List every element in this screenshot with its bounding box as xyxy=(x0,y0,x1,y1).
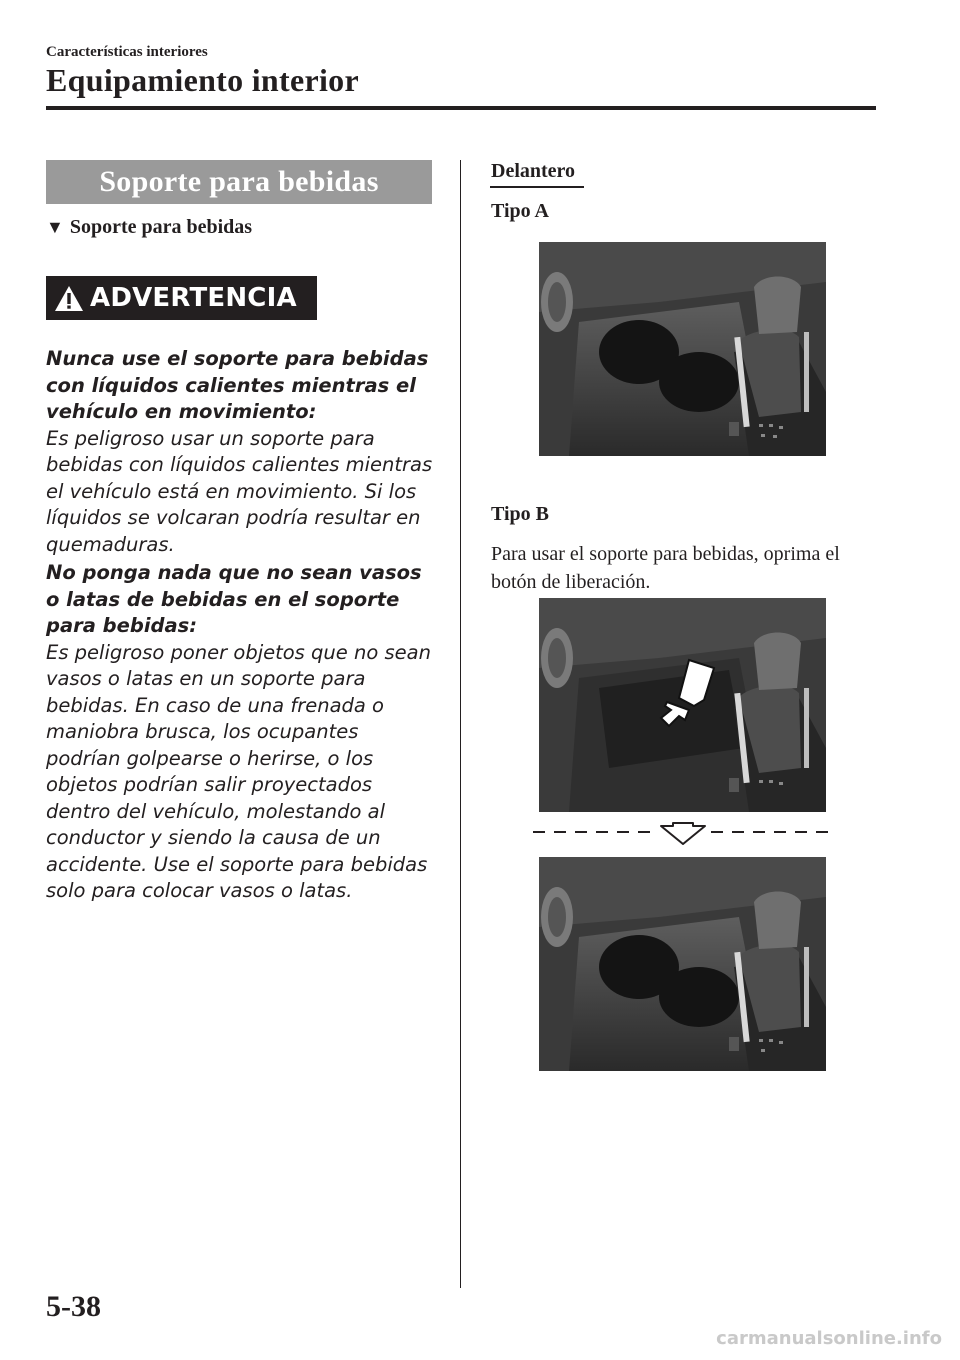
subsection-heading: Delantero xyxy=(491,160,576,182)
header-rule xyxy=(46,106,876,110)
transition-arrow-divider xyxy=(533,820,833,850)
type-b-instructions: Para usar el soporte para bebidas, oprima el botón de liberación. xyxy=(491,543,840,593)
warning-item xyxy=(46,346,436,558)
warning-heading: No ponga nada que no sean vasos o latas de bebidas en el soporte para bebidas: xyxy=(46,561,422,637)
page-title: Equipamiento interior xyxy=(46,62,359,98)
triangle-down-icon: ▼ xyxy=(46,217,64,237)
cup-holder-type-b-open-illustration xyxy=(539,857,826,1071)
down-arrow-icon xyxy=(661,823,705,844)
warning-heading: Nunca use el soporte para bebidas con líquidos calientes mientras el vehículo en movimiento: xyxy=(46,347,429,423)
subsection-underline xyxy=(490,186,584,188)
subheading-text: Soporte para bebidas xyxy=(69,216,253,238)
page-number: 5-38 xyxy=(46,1290,101,1323)
type-b-label: Tipo B xyxy=(491,503,549,525)
watermark: carmanualsonline.info xyxy=(716,1328,942,1349)
cup-holder-type-b-closed-illustration xyxy=(539,598,826,812)
subheading xyxy=(46,216,252,239)
warning-box xyxy=(46,276,317,320)
column-divider xyxy=(460,160,461,1288)
warning-item xyxy=(46,560,436,905)
warning-body: Es peligroso usar un soporte para bebidas con líquidos calientes mientras el vehículo está en movimiento. Si los líquidos se volcaran podría resultar en quemaduras. xyxy=(46,426,433,556)
warning-icon xyxy=(54,285,84,312)
section-label: Características interiores xyxy=(46,44,208,60)
warning-label: ADVERTENCIA xyxy=(90,283,297,313)
warning-body: Es peligroso poner objetos que no sean vasos o latas en un soporte para bebidas. En caso de una frenada o maniobra brusca, los ocupantes podrían golpearse o herirse, o los objetos podrían salir proyectados dentro del vehículo, molestando al conductor y siendo la causa de un accidente. Use el soporte para bebidas solo para colocar vasos o latas. xyxy=(46,640,431,902)
type-a-label: Tipo A xyxy=(491,200,549,222)
cup-holder-type-a-illustration xyxy=(539,242,826,456)
section-banner: Soporte para bebidas xyxy=(46,160,432,204)
